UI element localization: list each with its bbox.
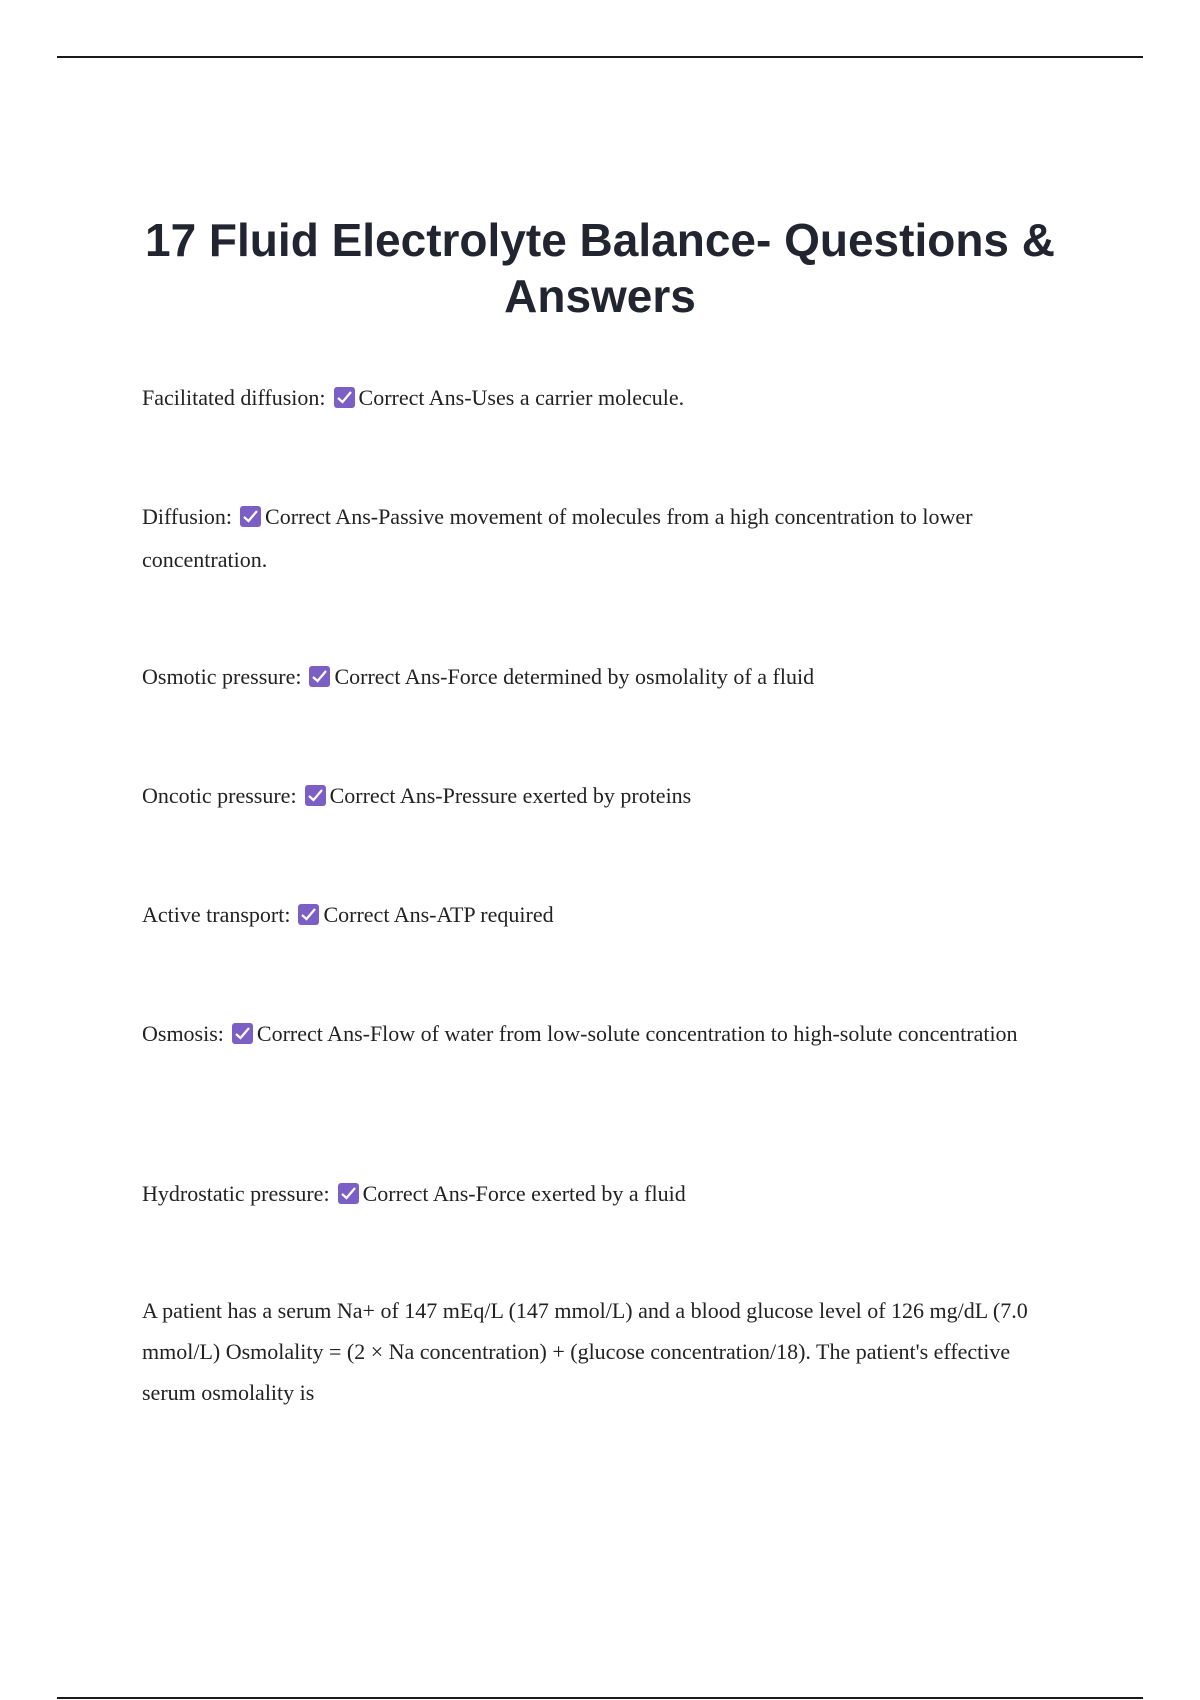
bottom-rule bbox=[57, 1697, 1143, 1699]
document-title: 17 Fluid Electrolyte Balance- Questions & Answers bbox=[144, 214, 1056, 322]
qa-item-facilitated-diffusion bbox=[142, 376, 1062, 419]
qa-answer: Correct Ans-Flow of water from low-solute concentration to high-solute concentration bbox=[256, 1021, 1018, 1046]
qa-term: Osmotic pressure: bbox=[142, 664, 302, 689]
qa-term: Active transport: bbox=[142, 902, 291, 927]
qa-answer: Correct Ans-Force exerted by a fluid bbox=[362, 1181, 686, 1206]
qa-item-hydrostatic-pressure bbox=[142, 1172, 1062, 1215]
qa-term: Hydrostatic pressure: bbox=[142, 1181, 330, 1206]
question-paragraph: A patient has a serum Na+ of 147 mEq/L (147 mmol/L) and a blood glucose level of 126 mg/dL (7.0 mmol/L) Osmolality = (2 × Na concentration) + (glucose concentration/18). The patient's effective serum osmolality is bbox=[142, 1298, 1028, 1405]
qa-item-diffusion bbox=[142, 495, 1062, 581]
qa-answer: Correct Ans-Uses a carrier molecule. bbox=[358, 385, 685, 410]
qa-term: Oncotic pressure: bbox=[142, 783, 297, 808]
qa-item-active-transport bbox=[142, 893, 1062, 936]
qa-answer: Correct Ans-ATP required bbox=[323, 902, 554, 927]
checkbox-checked-icon bbox=[240, 506, 261, 527]
qa-answer: Correct Ans-Force determined by osmolality of a fluid bbox=[334, 664, 815, 689]
qa-item-oncotic-pressure bbox=[142, 774, 1062, 817]
qa-term: Facilitated diffusion: bbox=[142, 385, 326, 410]
qa-term: Diffusion: bbox=[142, 504, 233, 529]
qa-answer: Correct Ans-Passive movement of molecules from a high concentration to lower concentration. bbox=[142, 504, 973, 572]
qa-answer: Correct Ans-Pressure exerted by proteins bbox=[329, 783, 692, 808]
checkbox-checked-icon bbox=[232, 1023, 253, 1044]
checkbox-checked-icon bbox=[334, 387, 355, 408]
qa-item-osmosis bbox=[142, 1012, 1062, 1055]
qa-term: Osmosis: bbox=[142, 1021, 224, 1046]
checkbox-checked-icon bbox=[338, 1183, 359, 1204]
checkbox-checked-icon bbox=[309, 666, 330, 687]
qa-item-osmotic-pressure bbox=[142, 655, 1062, 698]
checkbox-checked-icon bbox=[305, 785, 326, 806]
top-rule bbox=[57, 56, 1143, 58]
checkbox-checked-icon bbox=[298, 904, 319, 925]
